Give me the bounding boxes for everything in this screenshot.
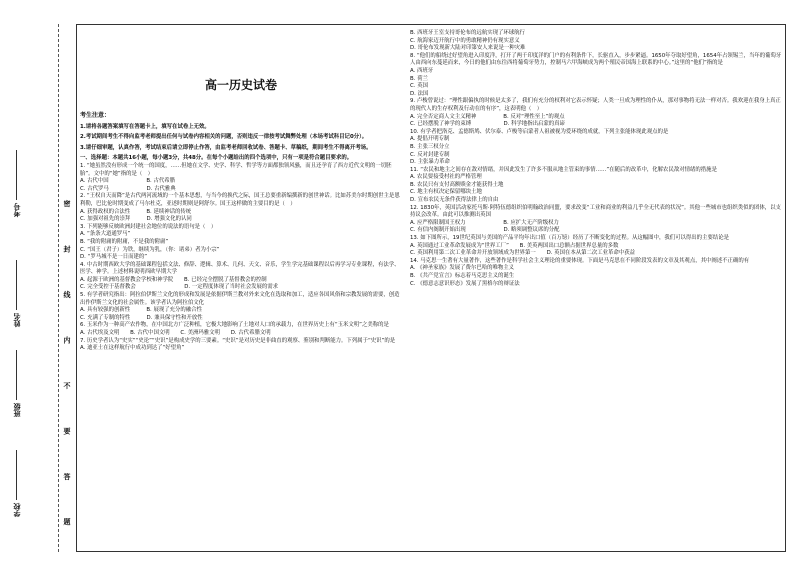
question-list-left bbox=[80, 163, 402, 353]
question-line: 4. 中古时期西欧大学的基础课程包括文法、修辞、逻辑、算术、几何、天文、音乐，学生学完基础课程以后再学习专业课程，有法学、医学、神学。上述材料说明西欧早期大学 bbox=[80, 261, 400, 276]
notice-item: 2.考试期间考生不得向监考老师提出任何与试卷内容相关的问题，否则违反一律按考试舞弊处理（本场考试科目记0分）。 bbox=[80, 134, 368, 141]
question-line: A. 《神圣家族》发展了费尔巴哈的唯物主义 bbox=[410, 265, 515, 272]
question-line: C. 已经摆脱了神学的束缚 D. 科学地指出启蒙的真谛 bbox=[410, 121, 565, 128]
question-line: C. 古代罗马 D. 古代雅典 bbox=[80, 185, 176, 192]
question-line: B. 西班牙王室支持哥伦布的远航实现了环球航行 bbox=[410, 30, 525, 36]
question-line: A. 起源于欧洲的基督教会学校和神学院 B. 已经完全摆脱了基督教会的控制 bbox=[80, 276, 267, 283]
question-line: D. 法国 bbox=[410, 90, 429, 97]
question-line: B. 荷兰 bbox=[410, 75, 428, 82]
notice-item: 1.请将各题答案填写在答题卡上，填写在试卷上无效。 bbox=[80, 123, 210, 130]
question-line: A. 迪亚士在这样航行中成功到达了“好望角” bbox=[80, 345, 185, 352]
question-line: B. 《共产党宣言》标志着马克思主义的诞生 bbox=[410, 273, 515, 279]
question-line: C. 反对封建专制 bbox=[410, 151, 450, 158]
exam-no-field[interactable]: 考号 bbox=[12, 150, 22, 217]
class-field[interactable]: 班级 bbox=[12, 350, 22, 417]
column-right bbox=[410, 30, 782, 288]
column-left bbox=[80, 30, 402, 353]
question-line: 8. “他们的船绕过好望角进入印度洋，打开了两千印度洋的门户的有利条件下，长驱直入，步步紧逼。1650年夺取好望角，1654年占领锡兰，当年的葡萄牙人由西向东蔓延而来，今日的他们由东往西将葡萄牙势力，控制马六甲海峡成为两个殖民帝国海上联系的中心。”这里的“他们”指的是 bbox=[410, 52, 782, 67]
question-line: C. 《德意志意识形态》发展了黑格尔的辩证法 bbox=[410, 280, 520, 287]
question-line: B. “我的附庸的附庸，不是我的附庸” bbox=[80, 238, 169, 245]
binding-line bbox=[58, 24, 59, 552]
question-line: C. 有信内阁制开始出现 D. 略须调整议席的分配 bbox=[410, 227, 560, 234]
question-line: 3. 下列能够反映欧洲封建社会地位的说法的语句是（ ） bbox=[80, 223, 217, 230]
question-line: A. 西班牙 bbox=[410, 67, 434, 74]
question-line: 14. 马克思一生著有大量著作，这些著作是科学社会主义理论的重要体现。下面是马克思在不同阶段发表的文章及其观点，其中阐述不正确的有 bbox=[410, 257, 750, 264]
notice-heading: 考生注意： bbox=[80, 112, 111, 119]
question-line: A. 英国通过工业革命发展成为“世界工厂” B. 美英两国出口总额占据世界总量的多数 bbox=[410, 242, 619, 249]
page-title: 高一历史试卷 bbox=[204, 78, 277, 92]
question-line: A. 获得政权的合法性 B. 延续神话的传统 bbox=[80, 208, 192, 215]
question-line: 1. “她虽然没有形成一个统一的国度，……但她在文学、史学、科学、哲学等方面都独领风骚，而且还孕育了西方近代文明的一切胚胎”。文中的“她”指的是（ ） bbox=[80, 162, 392, 177]
question-line: C. 地主有权决定保留哪块土地 bbox=[410, 189, 482, 196]
question-line: B. 农民只有支付高额赎金才能获得土地 bbox=[410, 181, 504, 188]
question-line: 2. “王权自天而降”是古代两河流域的一个基本思想，与当今的换代之际，国王总要重新编撰新的创世神话。比如苏美尔时期创世主是恩利勒，巴比伦时期变成了马尔杜克，亚述时期则是阿舒尔。国王这样做的主要目的是（ ） bbox=[80, 193, 400, 207]
question-line: 13. 如下图所示，19世纪英国与美国的产品平均年出口值（百万镑）经历了不断变化的过程。从这幅图中，我们可以得出的主要结论是 bbox=[410, 235, 730, 242]
question-line: A. 农民要接受村社的严格管理 bbox=[410, 174, 482, 181]
question-line: 9. 卢梭曾说过：“理性跟偏执的时候是太多了，我们有充分的权利对它表示怀疑；人类一旦成为理性的仆从，那对事物将无法一样对否。我欢迎在我身上真正的现代人的生存权利及行动在的有序”，这表明他（ ） bbox=[410, 98, 781, 112]
question-line: B. 主张三权分立 bbox=[410, 143, 450, 150]
question-line: 7. 历史学者认为“史实”“史论”“史识”是构成史学的三要素。“史识”是对历史是非曲直的观察、鉴别和判断能力。下列属于“史识”的是 bbox=[80, 337, 396, 344]
question-line: D. 主张暴力革命 bbox=[410, 159, 450, 166]
question-line: A. 古代中国 B. 古代希腊 bbox=[80, 178, 176, 185]
question-line: C. 英国利用第二次工业革命并开放领域成为世界第一 D. 英国在本从第二次工业革命中获益 bbox=[410, 250, 636, 257]
question-line: C. 完全受控于基督教会 D. 一定程度体现了当时社会发展的需求 bbox=[80, 284, 279, 291]
question-line: 12. 1830年，英国活动家托马斯·阿特伍德组织伯明翰政治同盟，要求改变“工业和商业的利益几乎全无代表的状况”。其他一些城市也组织类似的团体，以支持议会改革。由此可以推测出英国 bbox=[410, 204, 781, 219]
question-line: C. 航海家迈开航行中的勇敢精神仍有现实意义 bbox=[410, 37, 520, 44]
question-line: A. 古代埃及文明 B. 古代中国文明 C. 美洲玛雅文明 D. 古代希腊文明 bbox=[80, 330, 271, 337]
question-line: A. 提倡开明专制 bbox=[410, 136, 450, 143]
question-line: A. 完全否定商人文主义精神 B. 反对“理性至上”的观点 bbox=[410, 113, 565, 120]
question-line: D. 宣布农民无条件获得法律上的自由 bbox=[410, 197, 499, 204]
question-line: 11. “农民和地主之间存在敌对情绪，并因此发生了许多不服从地主管束的事情……”在随后的改革中，化解农民敌对情绪的措施是 bbox=[410, 166, 717, 173]
school-field[interactable]: 学校 bbox=[12, 450, 22, 517]
question-list-right bbox=[410, 30, 782, 288]
question-line: 6. 玉米作为一种高产农作物，在中国北方广泛种植，它极大地影响了土地对人口的承载力，在世界历史上有“玉米文明”之美称的是 bbox=[80, 322, 389, 329]
name-field[interactable]: 姓名 bbox=[12, 260, 22, 327]
question-line: A. 应严格限制国王权力 B. 应扩大无产阶级权力 bbox=[410, 219, 559, 226]
question-line: C. 充满了专制的特性 D. 兼具保守性和开放性 bbox=[80, 314, 203, 321]
question-line: A. “条条大道通罗马” bbox=[80, 231, 131, 238]
question-line: C. 英国 bbox=[410, 83, 428, 90]
section-heading: 一、选择题：本题共16小题，每小题3分，共48分。在每个小题给出的四个选项中，只有一项是符合题目要求的。 bbox=[80, 155, 353, 162]
seal-warning: 密 封 线 内 不 要 答 题 bbox=[63, 200, 71, 544]
notice-item: 3.请仔细审题，认真作答，考试结束后请立即停止作答，由监考老师回收试卷、答题卡、草稿纸，期间考生不得离开考场。 bbox=[80, 144, 372, 151]
question-line: C. 加强对祖先的崇拜 D. 增强文化的认同 bbox=[80, 216, 192, 223]
question-line: C. “国王（君子）为铁，继续为乳，（你：诸弟）者为小宗” bbox=[80, 246, 220, 253]
question-line: A. 具有较强的创新性 B. 展现了充分的融合性 bbox=[80, 307, 202, 314]
question-line: D. “罗马城不是一日而建的” bbox=[80, 254, 148, 261]
question-line: 5. 有学者研究指出：阿拉伯伊斯兰文化的形成和发展是依据伊斯兰教对外来文化在选取和加工，适应各国风俗和宗教发展的需要，创造出作伊斯兰文化的社会属性。该学者认为阿拉伯文化 bbox=[80, 292, 400, 306]
question-line: 10. 有学者把洛克、孟德斯鸠、伏尔泰、卢梭等启蒙者人祖被视为爱环绕的成就，下列主张能体现此观点的是 bbox=[410, 128, 669, 135]
question-line: D. 哥伦布发现新大陆对印第安人来说是一种灾难 bbox=[410, 45, 526, 52]
notice-block bbox=[80, 112, 402, 152]
